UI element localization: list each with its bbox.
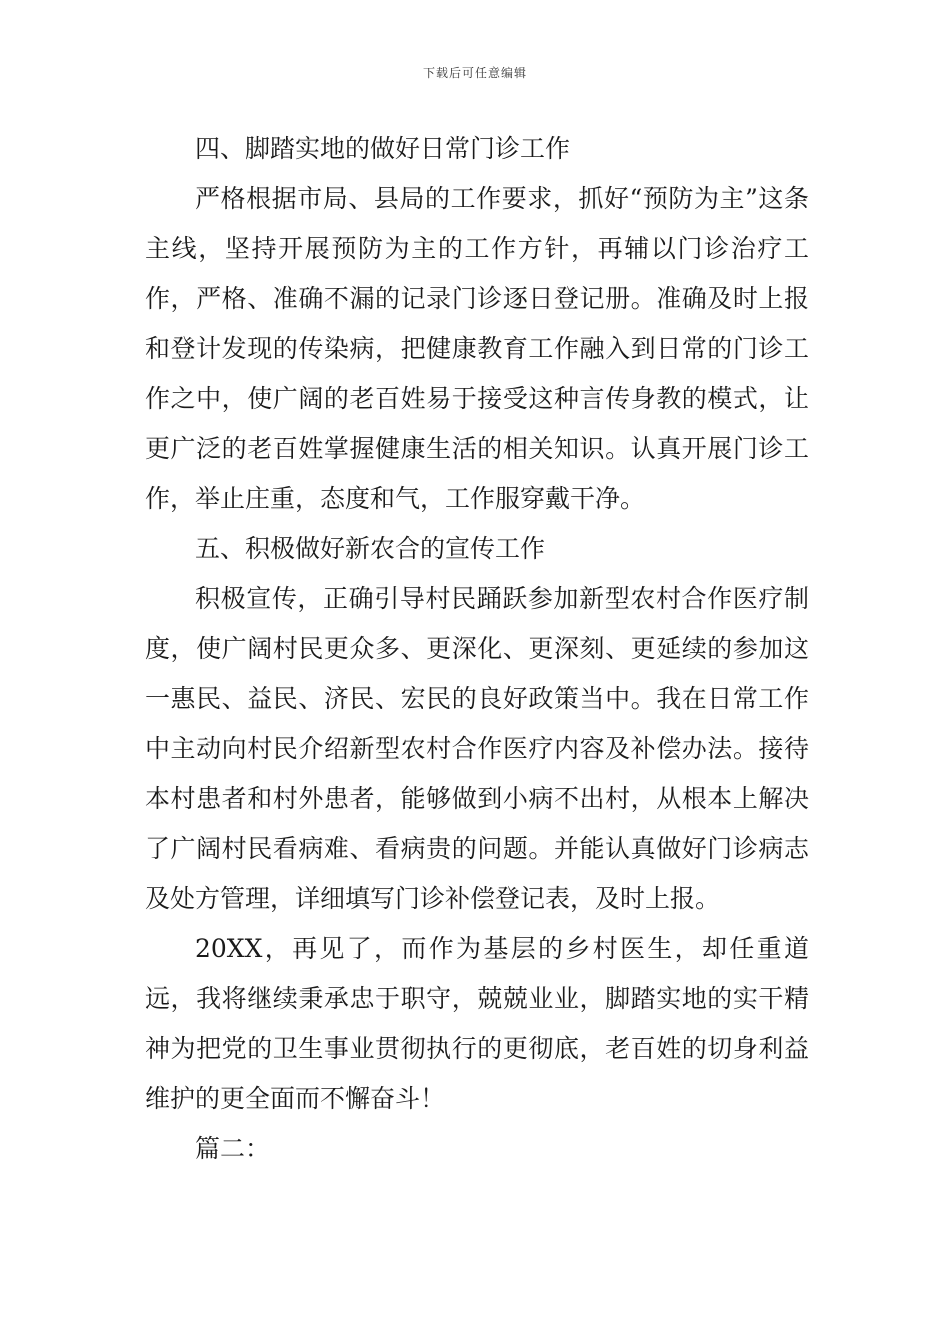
section-label-part-two: 篇二：	[195, 1134, 271, 1163]
page-header-note: 下载后可任意编辑	[422, 66, 527, 80]
paragraph-outpatient-work: 严格根据市局、县局的工作要求，抓好“预防为主”这条主线，坚持开展预防为主的工作方针，再辅以门诊治疗工作，严格、准确不漏的记录门诊逐日登记册。准确及时上报和登计发现的传染病，把健康教育工作融入到日常的门诊工作之中，使广阔的老百姓易于接受这种言传身教的模式，让更广泛的老百姓掌握健康生活的相关知识。认真开展门诊工作，举止庄重，态度和气，工作服穿戴干净。	[145, 184, 809, 513]
paragraph-closing: 20XX，再见了，而作为基层的乡村医生，却任重道远，我将继续秉承忠于职守，兢兢业业，脚踏实地的实干精神为把党的卫生事业贯彻执行的更彻底，老百姓的切身利益维护的更全面而不懈奋斗！	[145, 934, 809, 1113]
document-body	[145, 124, 809, 1174]
section-heading-4: 四、脚踏实地的做好日常门诊工作	[195, 134, 571, 163]
paragraph-new-rural-cooperative: 积极宣传，正确引导村民踊跃参加新型农村合作医疗制度，使广阔村民更众多、更深化、更深刻、更延续的参加这一惠民、益民、济民、宏民的良好政策当中。我在日常工作中主动向村民介绍新型农村合作医疗内容及补偿办法。接待本村患者和村外患者，能够做到小病不出村，从根本上解决了广阔村民看病难、看病贵的问题。并能认真做好门诊病志及处方管理，详细填写门诊补偿登记表，及时上报。	[145, 584, 809, 913]
section-heading-5: 五、积极做好新农合的宣传工作	[195, 534, 546, 563]
